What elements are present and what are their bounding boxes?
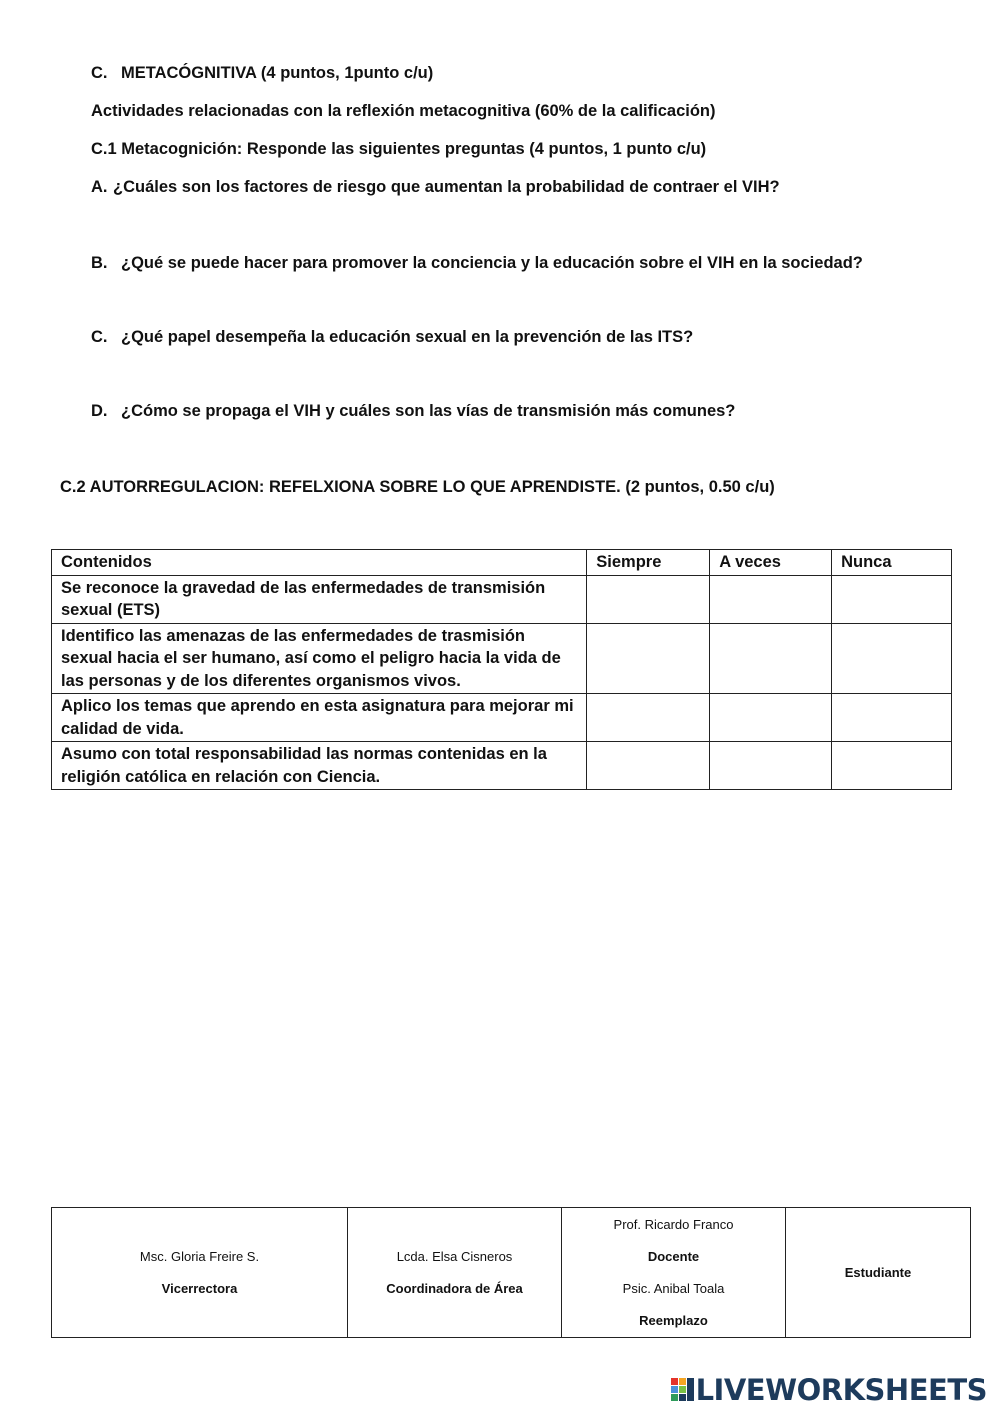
section-heading-text: METACÓGNITIVA (4 puntos, 1punto c/u) — [121, 64, 434, 82]
liveworksheets-wordmark: LIVEWORKSHEETS — [695, 1373, 987, 1407]
reemplazo-name: Psic. Anibal Toala — [622, 1280, 725, 1296]
question-b — [91, 253, 863, 273]
question-d-text: ¿Cómo se propaga el VIH y cuáles son las vías de transmisión más comunes? — [121, 402, 736, 420]
section-subtitle: Actividades relacionadas con la reflexión metacognitiva (60% de la calificación) — [91, 102, 716, 120]
c1-title: C.1 Metacognición: Responde las siguientes preguntas (4 puntos, 1 punto c/u) — [91, 140, 707, 158]
question-d-marker: D. — [91, 402, 108, 420]
section-heading — [91, 63, 433, 83]
question-d — [91, 401, 735, 421]
question-b-text: ¿Qué se puede hacer para promover la conciencia y la educación sobre el VIH en la sociedad? — [121, 254, 863, 272]
answer-cell-nunca[interactable] — [832, 742, 952, 790]
signature-table — [51, 1207, 971, 1338]
row-content: Se reconoce la gravedad de las enfermedades de transmisión sexual (ETS) — [52, 575, 587, 623]
docente-role: Docente — [647, 1248, 700, 1264]
table-header-row — [52, 550, 952, 576]
row-content: Aplico los temas que aprendo en esta asignatura para mejorar mi calidad de vida. — [52, 694, 587, 742]
reemplazo-role: Reemplazo — [639, 1312, 708, 1328]
question-c-text: ¿Qué papel desempeña la educación sexual en la prevención de las ITS? — [121, 328, 694, 346]
question-c — [91, 327, 693, 347]
question-a-marker: A. — [91, 178, 108, 196]
header-siempre: Siempre — [587, 550, 710, 576]
signature-vicerrectora — [52, 1208, 348, 1338]
header-nunca: Nunca — [832, 550, 952, 576]
table-row — [52, 742, 952, 790]
liveworksheets-brand[interactable] — [671, 1374, 987, 1406]
answer-cell-a-veces[interactable] — [710, 575, 832, 623]
signature-coordinadora — [348, 1208, 562, 1338]
section-heading-marker: C. — [91, 64, 108, 82]
answer-cell-a-veces[interactable] — [710, 623, 832, 694]
docente-name: Prof. Ricardo Franco — [613, 1216, 734, 1232]
answer-cell-nunca[interactable] — [832, 623, 952, 694]
header-contenidos: Contenidos — [52, 550, 587, 576]
question-a-text: ¿Cuáles son los factores de riesgo que aumentan la probabilidad de contraer el VIH? — [113, 178, 780, 196]
signature-estudiante — [786, 1208, 971, 1338]
vicerrectora-role: Vicerrectora — [161, 1280, 238, 1296]
header-a-veces: A veces — [710, 550, 832, 576]
coordinadora-role: Coordinadora de Área — [386, 1280, 523, 1296]
answer-cell-siempre[interactable] — [587, 575, 710, 623]
vicerrectora-name: Msc. Gloria Freire S. — [139, 1248, 260, 1264]
answer-cell-siempre[interactable] — [587, 742, 710, 790]
estudiante-role: Estudiante — [844, 1264, 912, 1280]
signature-docente — [562, 1208, 786, 1338]
answer-cell-a-veces[interactable] — [710, 694, 832, 742]
liveworksheets-logo-icon — [671, 1378, 695, 1402]
c2-title: C.2 AUTORREGULACION: REFELXIONA SOBRE LO QUE APRENDISTE. (2 puntos, 0.50 c/u) — [60, 478, 775, 496]
question-c-marker: C. — [91, 328, 108, 346]
self-regulation-table — [51, 549, 952, 790]
answer-cell-a-veces[interactable] — [710, 742, 832, 790]
row-content: Identifico las amenazas de las enfermedades de trasmisión sexual hacia el ser humano, así como el peligro hacia la vida de las personas y de los diferentes organismos vivos. — [52, 623, 587, 694]
question-a — [91, 177, 780, 197]
answer-cell-nunca[interactable] — [832, 575, 952, 623]
question-b-marker: B. — [91, 254, 108, 272]
table-row — [52, 575, 952, 623]
row-content: Asumo con total responsabilidad las normas contenidas en la religión católica en relación con Ciencia. — [52, 742, 587, 790]
answer-cell-siempre[interactable] — [587, 694, 710, 742]
answer-cell-nunca[interactable] — [832, 694, 952, 742]
coordinadora-name: Lcda. Elsa Cisneros — [396, 1248, 513, 1264]
table-row — [52, 623, 952, 694]
table-row — [52, 694, 952, 742]
answer-cell-siempre[interactable] — [587, 623, 710, 694]
